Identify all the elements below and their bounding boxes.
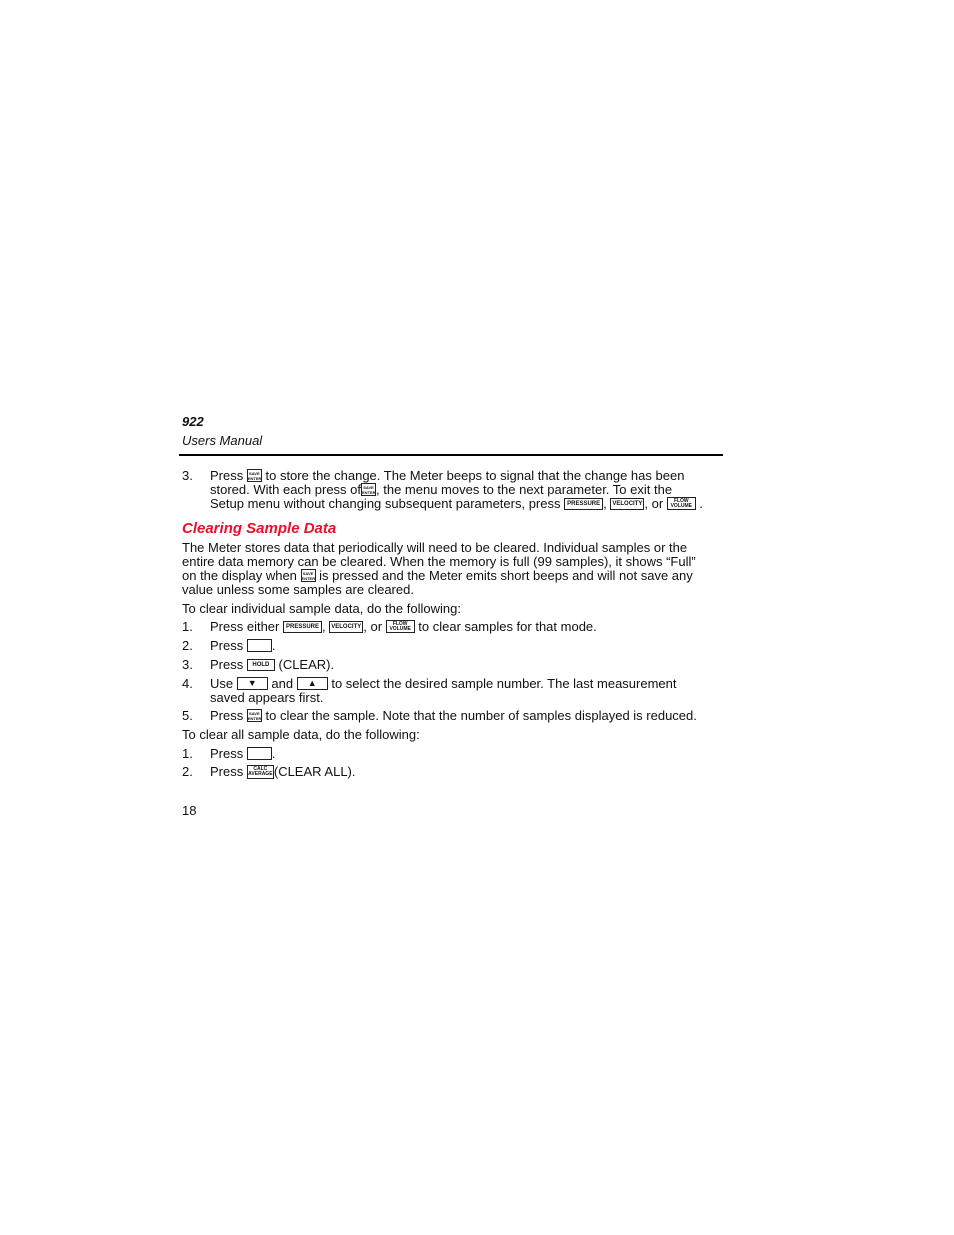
save-enter-key-icon: SAVE ENTER [247, 471, 262, 482]
intro-line2: entire data memory can be cleared. When the memory is full (99 samples), it shows “Full” [182, 554, 696, 569]
step-text: stored. With each press of [210, 482, 362, 497]
step3-line2 [210, 483, 672, 497]
step-text: . [271, 746, 276, 761]
step-text: to select the desired sample number. The last measurement [331, 676, 677, 691]
save-enter-key-icon: SAVE ENTER [362, 485, 376, 496]
individual-step3 [210, 658, 334, 672]
step-text: , the menu moves to the next parameter. To exit the [376, 482, 673, 497]
step-number: 3. [182, 657, 193, 672]
step-text: , or [644, 496, 664, 511]
step-text: Use [210, 676, 234, 691]
individual-step2 [210, 639, 275, 653]
step-number: 3. [182, 468, 193, 483]
step-number: 5. [182, 708, 193, 723]
step-text: Press [210, 468, 244, 483]
section-heading: Clearing Sample Data [182, 520, 337, 537]
individual-step4-line2: saved appears first. [210, 690, 324, 705]
individual-step4-line1 [210, 677, 677, 691]
pressure-key-icon: PRESSURE [283, 621, 322, 633]
pressure-key-icon: PRESSURE [564, 498, 603, 510]
step-text: . [699, 496, 704, 511]
step3-line1 [210, 469, 684, 483]
header-rule [179, 454, 723, 456]
step-number: 1. [182, 746, 193, 761]
flow-volume-key-icon: FLOW VOLUME [667, 497, 696, 510]
hold-key-icon: HOLD [247, 659, 275, 671]
intro-line1: The Meter stores data that periodically will need to be cleared. Individual samples or the [182, 540, 688, 555]
flow-volume-key-icon: FLOW VOLUME [386, 620, 415, 633]
step-text: Press either [210, 619, 280, 634]
body-text: is pressed and the Meter emits short beeps and will not save any [319, 568, 693, 583]
step3-line3 [210, 497, 703, 511]
blank-key-icon [247, 639, 272, 652]
body-text: on the display when [182, 568, 297, 583]
step-text: , [322, 619, 326, 634]
step-text: Press [210, 746, 244, 761]
intro-line3 [182, 569, 693, 583]
step-text: . [271, 638, 276, 653]
step-text: to clear the sample. Note that the number of samples displayed is reduced. [265, 708, 697, 723]
step-number: 4. [182, 676, 193, 691]
up-arrow-key-icon: ▲ [297, 677, 328, 690]
save-enter-key-icon: SAVE ENTER [301, 571, 316, 582]
step-text: to clear samples for that mode. [418, 619, 597, 634]
individual-lead: To clear individual sample data, do the following: [182, 601, 461, 616]
intro-line4: value unless some samples are cleared. [182, 582, 414, 597]
save-enter-key-icon: SAVE ENTER [247, 711, 262, 722]
page-number: 18 [182, 803, 197, 818]
step-text: (CLEAR ALL). [273, 764, 356, 779]
velocity-key-icon: VELOCITY [329, 621, 363, 633]
step-number: 2. [182, 764, 193, 779]
document-subtitle: Users Manual [182, 433, 263, 448]
step-text: and [271, 676, 294, 691]
model-number: 922 [182, 414, 204, 429]
all-step1 [210, 747, 275, 761]
step-text: Press [210, 764, 244, 779]
calc-average-key-icon: CALC AVERAGE [248, 765, 273, 777]
velocity-key-icon: VELOCITY [610, 498, 644, 510]
down-arrow-key-icon: ▼ [237, 677, 268, 690]
step-text: Press [210, 657, 244, 672]
individual-step1 [210, 620, 597, 634]
step-text: to store the change. The Meter beeps to signal that the change has been [265, 468, 685, 483]
step-text: Press [210, 708, 244, 723]
step-text: (CLEAR). [278, 657, 335, 672]
step-text: Press [210, 638, 244, 653]
blank-key-icon [247, 747, 272, 760]
step-number: 1. [182, 619, 193, 634]
step-text: , [603, 496, 607, 511]
step-text: , or [363, 619, 383, 634]
step-text: Setup menu without changing subsequent parameters, press [210, 496, 561, 511]
individual-step5 [210, 709, 697, 723]
all-lead: To clear all sample data, do the following: [182, 727, 420, 742]
step-number: 2. [182, 638, 193, 653]
all-step2 [210, 765, 356, 780]
